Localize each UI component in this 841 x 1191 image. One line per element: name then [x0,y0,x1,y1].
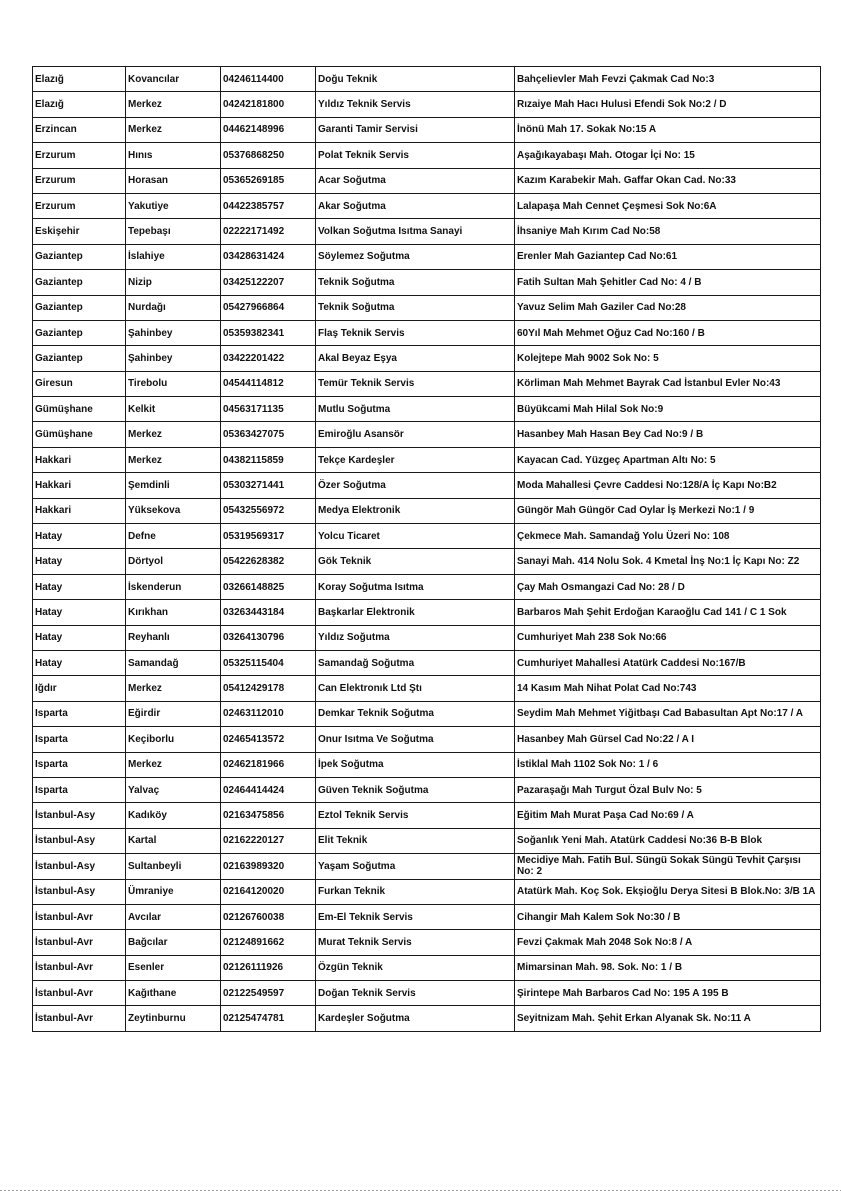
city-cell: İstanbul-Asy [33,828,126,853]
address-cell: Barbaros Mah Şehit Erdoğan Karaoğlu Cad 141 / C 1 Sok [515,600,821,625]
service-name-cell: Onur Isıtma Ve Soğutma [316,727,515,752]
table-row [33,244,821,269]
district-cell: Merkez [126,752,221,777]
city-cell: Hakkari [33,498,126,523]
address-cell: Mimarsinan Mah. 98. Sok. No: 1 / B [515,955,821,980]
table-row [33,168,821,193]
service-name-cell: Furkan Teknik [316,879,515,904]
table-body [33,67,821,1032]
city-cell: İstanbul-Asy [33,854,126,879]
city-cell: Eskişehir [33,219,126,244]
service-name-cell: Yolcu Ticaret [316,524,515,549]
service-name-cell: Murat Teknik Servis [316,930,515,955]
phone-cell: 05412429178 [221,676,316,701]
table-row [33,930,821,955]
table-row [33,1006,821,1031]
city-cell: Elazığ [33,92,126,117]
address-cell: Soğanlık Yeni Mah. Atatürk Caddesi No:36 B-B Blok [515,828,821,853]
phone-cell: 02464414424 [221,777,316,802]
address-cell: Hasanbey Mah Hasan Bey Cad No:9 / B [515,422,821,447]
city-cell: Hakkari [33,473,126,498]
district-cell: Kelkit [126,397,221,422]
table-row [33,219,821,244]
address-cell: Yavuz Selim Mah Gaziler Cad No:28 [515,295,821,320]
service-name-cell: Acar Soğutma [316,168,515,193]
table-row [33,777,821,802]
service-name-cell: Emiroğlu Asansör [316,422,515,447]
phone-cell: 03428631424 [221,244,316,269]
district-cell: Kadıköy [126,803,221,828]
phone-cell: 05365269185 [221,168,316,193]
address-cell: Lalapaşa Mah Cennet Çeşmesi Sok No:6A [515,193,821,218]
city-cell: Isparta [33,752,126,777]
city-cell: Hatay [33,600,126,625]
service-name-cell: Can Elektronık Ltd Ştı [316,676,515,701]
district-cell: Tepebaşı [126,219,221,244]
phone-cell: 03264130796 [221,625,316,650]
address-cell: Hasanbey Mah Gürsel Cad No:22 / A I [515,727,821,752]
phone-cell: 05319569317 [221,524,316,549]
table-row [33,270,821,295]
district-cell: Sultanbeyli [126,854,221,879]
table-row [33,574,821,599]
service-name-cell: Özer Soğutma [316,473,515,498]
city-cell: Hatay [33,549,126,574]
service-name-cell: Temür Teknik Servis [316,371,515,396]
phone-cell: 04422385757 [221,193,316,218]
city-cell: Gaziantep [33,320,126,345]
district-cell: Merkez [126,676,221,701]
service-directory-table [32,66,821,1032]
phone-cell: 04544114812 [221,371,316,396]
address-cell: Atatürk Mah. Koç Sok. Ekşioğlu Derya Sitesi B Blok.No: 3/B 1A [515,879,821,904]
table-row [33,397,821,422]
table-row [33,346,821,371]
district-cell: Şahinbey [126,320,221,345]
phone-cell: 02463112010 [221,701,316,726]
address-cell: 14 Kasım Mah Nihat Polat Cad No:743 [515,676,821,701]
address-cell: Kolejtepe Mah 9002 Sok No: 5 [515,346,821,371]
phone-cell: 04563171135 [221,397,316,422]
address-cell: Kazım Karabekir Mah. Gaffar Okan Cad. No:33 [515,168,821,193]
service-name-cell: İpek Soğutma [316,752,515,777]
address-cell: Güngör Mah Güngör Cad Oylar İş Merkezi No:1 / 9 [515,498,821,523]
district-cell: Zeytinburnu [126,1006,221,1031]
table-row [33,828,821,853]
city-cell: Elazığ [33,67,126,92]
service-name-cell: Yıldız Soğutma [316,625,515,650]
service-name-cell: Teknik Soğutma [316,270,515,295]
service-name-cell: Elit Teknik [316,828,515,853]
phone-cell: 03266148825 [221,574,316,599]
phone-cell: 05427966864 [221,295,316,320]
phone-cell: 02465413572 [221,727,316,752]
city-cell: İstanbul-Avr [33,930,126,955]
address-cell: Büyükcami Mah Hilal Sok No:9 [515,397,821,422]
address-cell: Şirintepe Mah Barbaros Cad No: 195 A 195 B [515,981,821,1006]
address-cell: Moda Mahallesi Çevre Caddesi No:128/A İç Kapı No:B2 [515,473,821,498]
service-name-cell: Garanti Tamir Servisi [316,117,515,142]
table-row [33,803,821,828]
table-row [33,92,821,117]
city-cell: Gümüşhane [33,397,126,422]
address-cell: Seydim Mah Mehmet Yiğitbaşı Cad Babasultan Apt No:17 / A [515,701,821,726]
city-cell: Gümüşhane [33,422,126,447]
phone-cell: 05303271441 [221,473,316,498]
address-cell: Bahçelievler Mah Fevzi Çakmak Cad No:3 [515,67,821,92]
service-name-cell: Başkarlar Elektronik [316,600,515,625]
phone-cell: 05363427075 [221,422,316,447]
city-cell: Erzincan [33,117,126,142]
address-cell: Fevzi Çakmak Mah 2048 Sok No:8 / A [515,930,821,955]
table-row [33,625,821,650]
address-cell: Kayacan Cad. Yüzgeç Apartman Altı No: 5 [515,447,821,472]
service-name-cell: Gök Teknik [316,549,515,574]
city-cell: İstanbul-Avr [33,981,126,1006]
phone-cell: 02125474781 [221,1006,316,1031]
district-cell: Reyhanlı [126,625,221,650]
phone-cell: 05376868250 [221,143,316,168]
service-name-cell: Em-El Teknik Servis [316,904,515,929]
phone-cell: 04246114400 [221,67,316,92]
district-cell: Eğirdir [126,701,221,726]
district-cell: Esenler [126,955,221,980]
city-cell: Erzurum [33,143,126,168]
address-cell: Sanayi Mah. 414 Nolu Sok. 4 Kmetal İnş No:1 İç Kapı No: Z2 [515,549,821,574]
address-cell: Fatih Sultan Mah Şehitler Cad No: 4 / B [515,270,821,295]
district-cell: Hınıs [126,143,221,168]
table-row [33,955,821,980]
table-row [33,67,821,92]
service-name-cell: Eztol Teknik Servis [316,803,515,828]
table-row [33,701,821,726]
table-row [33,650,821,675]
phone-cell: 04242181800 [221,92,316,117]
district-cell: Kovancılar [126,67,221,92]
address-cell: İhsaniye Mah Kırım Cad No:58 [515,219,821,244]
table-row [33,752,821,777]
address-cell: İstiklal Mah 1102 Sok No: 1 / 6 [515,752,821,777]
district-cell: Nurdağı [126,295,221,320]
district-cell: Yüksekova [126,498,221,523]
service-name-cell: Volkan Soğutma Isıtma Sanayi [316,219,515,244]
table-row [33,524,821,549]
table-row [33,676,821,701]
service-name-cell: Koray Soğutma Isıtma [316,574,515,599]
service-name-cell: Güven Teknik Soğutma [316,777,515,802]
city-cell: Giresun [33,371,126,396]
table-row [33,854,821,879]
address-cell: Çekmece Mah. Samandağ Yolu Üzeri No: 108 [515,524,821,549]
service-name-cell: Demkar Teknik Soğutma [316,701,515,726]
service-name-cell: Doğan Teknik Servis [316,981,515,1006]
phone-cell: 04382115859 [221,447,316,472]
city-cell: Erzurum [33,168,126,193]
district-cell: İslahiye [126,244,221,269]
district-cell: Dörtyol [126,549,221,574]
table-row [33,498,821,523]
district-cell: Avcılar [126,904,221,929]
address-cell: Cumhuriyet Mah 238 Sok No:66 [515,625,821,650]
address-cell: Körliman Mah Mehmet Bayrak Cad İstanbul Evler No:43 [515,371,821,396]
address-cell: Cihangir Mah Kalem Sok No:30 / B [515,904,821,929]
phone-cell: 02126111926 [221,955,316,980]
service-name-cell: Akar Soğutma [316,193,515,218]
phone-cell: 02462181966 [221,752,316,777]
table-row [33,473,821,498]
district-cell: Nizip [126,270,221,295]
district-cell: Tirebolu [126,371,221,396]
city-cell: Hatay [33,625,126,650]
district-cell: Bağcılar [126,930,221,955]
city-cell: Gaziantep [33,270,126,295]
service-name-cell: Medya Elektronik [316,498,515,523]
address-cell: İnönü Mah 17. Sokak No:15 A [515,117,821,142]
city-cell: İstanbul-Avr [33,955,126,980]
table-row [33,727,821,752]
phone-cell: 04462148996 [221,117,316,142]
service-name-cell: Akal Beyaz Eşya [316,346,515,371]
district-cell: Şahinbey [126,346,221,371]
service-name-cell: Kardeşler Soğutma [316,1006,515,1031]
district-cell: Kırıkhan [126,600,221,625]
service-name-cell: Özgün Teknik [316,955,515,980]
table-row [33,600,821,625]
district-cell: Ümraniye [126,879,221,904]
city-cell: Hatay [33,524,126,549]
district-cell: Merkez [126,422,221,447]
district-cell: Kartal [126,828,221,853]
city-cell: Gaziantep [33,244,126,269]
phone-cell: 05432556972 [221,498,316,523]
city-cell: Hakkari [33,447,126,472]
address-cell: Cumhuriyet Mahallesi Atatürk Caddesi No:167/B [515,650,821,675]
city-cell: Erzurum [33,193,126,218]
table-row [33,981,821,1006]
service-name-cell: Yaşam Soğutma [316,854,515,879]
city-cell: Hatay [33,574,126,599]
city-cell: Gaziantep [33,346,126,371]
table-row [33,904,821,929]
city-cell: Isparta [33,727,126,752]
city-cell: Iğdır [33,676,126,701]
district-cell: Samandağ [126,650,221,675]
address-cell: Seyitnizam Mah. Şehit Erkan Alyanak Sk. No:11 A [515,1006,821,1031]
city-cell: İstanbul-Asy [33,879,126,904]
service-name-cell: Tekçe Kardeşler [316,447,515,472]
phone-cell: 02222171492 [221,219,316,244]
district-cell: Merkez [126,92,221,117]
address-cell: Çay Mah Osmangazi Cad No: 28 / D [515,574,821,599]
city-cell: Isparta [33,777,126,802]
address-cell: Aşağıkayabaşı Mah. Otogar İçi No: 15 [515,143,821,168]
phone-cell: 05422628382 [221,549,316,574]
service-name-cell: Mutlu Soğutma [316,397,515,422]
phone-cell: 02126760038 [221,904,316,929]
city-cell: Isparta [33,701,126,726]
district-cell: Merkez [126,447,221,472]
phone-cell: 02122549597 [221,981,316,1006]
district-cell: Defne [126,524,221,549]
phone-cell: 02163989320 [221,854,316,879]
phone-cell: 03263443184 [221,600,316,625]
table-row [33,143,821,168]
table-row [33,371,821,396]
table-row [33,422,821,447]
phone-cell: 02124891662 [221,930,316,955]
district-cell: Yalvaç [126,777,221,802]
address-cell: Eğitim Mah Murat Paşa Cad No:69 / A [515,803,821,828]
district-cell: Şemdinli [126,473,221,498]
address-cell: Erenler Mah Gaziantep Cad No:61 [515,244,821,269]
table-row [33,193,821,218]
phone-cell: 03422201422 [221,346,316,371]
city-cell: İstanbul-Asy [33,803,126,828]
table-row [33,117,821,142]
city-cell: Hatay [33,650,126,675]
district-cell: İskenderun [126,574,221,599]
address-cell: Mecidiye Mah. Fatih Bul. Süngü Sokak Süngü Tevhit Çarşısı No: 2 [515,854,821,879]
district-cell: Keçiborlu [126,727,221,752]
table-row [33,295,821,320]
service-name-cell: Doğu Teknik [316,67,515,92]
city-cell: Gaziantep [33,295,126,320]
table-row [33,549,821,574]
phone-cell: 03425122207 [221,270,316,295]
address-cell: 60Yıl Mah Mehmet Oğuz Cad No:160 / B [515,320,821,345]
table-row [33,447,821,472]
city-cell: İstanbul-Avr [33,904,126,929]
service-name-cell: Söylemez Soğutma [316,244,515,269]
service-name-cell: Flaş Teknik Servis [316,320,515,345]
table-row [33,879,821,904]
city-cell: İstanbul-Avr [33,1006,126,1031]
district-cell: Yakutiye [126,193,221,218]
district-cell: Horasan [126,168,221,193]
phone-cell: 05325115404 [221,650,316,675]
address-cell: Pazaraşağı Mah Turgut Özal Bulv No: 5 [515,777,821,802]
phone-cell: 05359382341 [221,320,316,345]
service-name-cell: Yıldız Teknik Servis [316,92,515,117]
phone-cell: 02162220127 [221,828,316,853]
address-cell: Rızaiye Mah Hacı Hulusi Efendi Sok No:2 / D [515,92,821,117]
phone-cell: 02164120020 [221,879,316,904]
service-name-cell: Teknik Soğutma [316,295,515,320]
service-name-cell: Samandağ Soğutma [316,650,515,675]
district-cell: Kağıthane [126,981,221,1006]
table-row [33,320,821,345]
service-name-cell: Polat Teknik Servis [316,143,515,168]
district-cell: Merkez [126,117,221,142]
phone-cell: 02163475856 [221,803,316,828]
